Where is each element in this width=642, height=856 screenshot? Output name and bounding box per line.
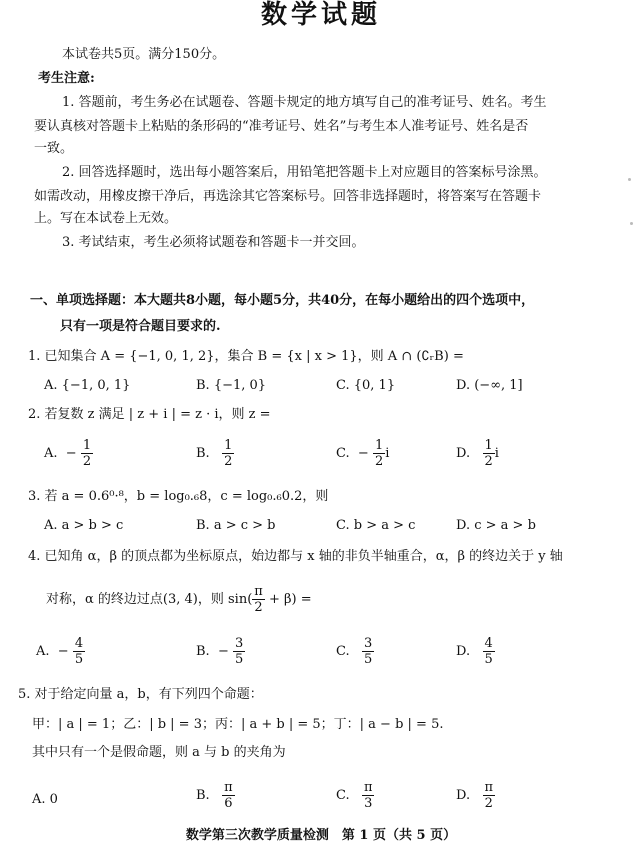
q2-stem: 2. 若复数 z 满足 | z + i | = z · i，则 z = (28, 407, 271, 422)
q4-option-b: B. − $\frac{3}{5}$ (196, 636, 244, 667)
note-3: 3. 考试结束，考生必须将试题卷和答题卡一并交回。 (62, 235, 365, 250)
q2-d-fraction: $\frac{1}{2}$ (484, 438, 493, 469)
q5-option-b: B. $\frac{\pi}{6}$ (196, 780, 233, 811)
q4-option-c: C. $\frac{3}{5}$ (336, 636, 373, 667)
q3-option-a: A. a > b > c (44, 518, 124, 533)
q2-b-fraction: $\frac{1}{2}$ (224, 438, 233, 469)
q4-stem-line-1: 4. 已知角 α，β 的顶点都为坐标原点，始边都与 x 轴的非负半轴重合，α，β 的终边关于 y 轴 (28, 549, 563, 564)
page-footer: 数学第三次教学质量检测 第 1 页（共 5 页） (185, 828, 457, 843)
intro-text: 本试卷共5页。满分150分。 (62, 47, 226, 62)
q4-b-fraction: $\frac{3}{5}$ (235, 636, 244, 667)
q2-c-fraction: $\frac{1}{2}$ (374, 438, 384, 469)
q4-d-fraction: $\frac{4}{5}$ (484, 636, 493, 667)
note-1-line-3: 一致。 (34, 141, 74, 156)
q4-a-fraction: $\frac{4}{5}$ (74, 636, 84, 667)
notes-heading: 考生注意: (38, 71, 95, 86)
q4-stem-fraction: $\frac{\pi}{2}$ (254, 584, 263, 615)
q5-d-fraction: $\frac{\pi}{2}$ (484, 780, 494, 811)
page-title: 数学试题 (260, 0, 381, 30)
q2-option-b: B. $\frac{1}{2}$ (196, 438, 233, 469)
scan-speck (630, 222, 633, 225)
note-1-line-1: 1. 答题前，考生务必在试题卷、答题卡规定的地方填写自己的准考证号、姓名。考生 (62, 95, 547, 110)
section-1-heading: 一、单项选择题：本大题共8小题，每小题5分，共40分，在每小题给出的四个选项中， (30, 293, 535, 308)
q5-question: 其中只有一个是假命题，则 a 与 b 的夹角为 (32, 745, 286, 760)
q4-option-a: A. − $\frac{4}{5}$ (36, 636, 84, 667)
note-2-line-2: 如需改动，用橡皮擦干净后，再选涂其它答案标号。回答非选择题时，将答案写在答题卡 (34, 189, 542, 204)
q3-option-c: C. b > a > c (336, 518, 416, 533)
scan-speck (628, 178, 631, 181)
q3-stem: 3. 若 a = 0.6⁰·⁸，b = log₀.₆8，c = log₀.₆0.2，则 (28, 489, 329, 504)
q1-option-a: A. {−1, 0, 1} (44, 378, 131, 393)
q5-option-c: C. $\frac{\pi}{3}$ (336, 780, 373, 811)
q2-option-c: C. − $\frac{1}{2}$ i (336, 438, 390, 469)
note-1-line-2: 要认真核对答题卡上粘贴的条形码的“准考证号、姓名”与考生本人准考证号、姓名是否 (34, 119, 529, 134)
q1-option-d: D. (−∞, 1] (456, 378, 523, 393)
q5-stem: 5. 对于给定向量 a，b，有下列四个命题： (18, 687, 263, 702)
q5-b-fraction: $\frac{\pi}{6}$ (224, 780, 233, 811)
q1-option-c: C. {0, 1} (336, 378, 396, 393)
q2-a-fraction: $\frac{1}{2}$ (82, 438, 92, 469)
q2-option-d: D. $\frac{1}{2}$ i (456, 438, 499, 469)
q5-option-d: D. $\frac{\pi}{2}$ (456, 780, 494, 811)
q3-option-d: D. c > a > b (456, 518, 536, 533)
q4-c-fraction: $\frac{3}{5}$ (364, 636, 373, 667)
q5-option-a: A. 0 (32, 792, 58, 807)
q5-propositions: 甲：| a | = 1；乙：| b | = 3；丙：| a + b | = 5；丁：| a − b | = 5. (32, 717, 444, 732)
q4-option-d: D. $\frac{4}{5}$ (456, 636, 493, 667)
q1-option-b: B. {−1, 0} (196, 378, 267, 393)
q2-option-a: A. − $\frac{1}{2}$ (44, 438, 92, 469)
note-2-line-3: 上。写在本试卷上无效。 (34, 211, 178, 226)
section-1-heading-cont: 只有一项是符合题目要求的. (60, 319, 221, 334)
note-2-line-1: 2. 回答选择题时，选出每小题答案后，用铅笔把答题卡上对应题目的答案标号涂黑。 (62, 165, 547, 180)
q4-stem-line-2: 对称，α 的终边过点(3, 4)，则 sin( $\frac{\pi}{2}$ + β) = (46, 584, 312, 615)
q5-c-fraction: $\frac{\pi}{3}$ (364, 780, 373, 811)
q1-stem: 1. 已知集合 A = {−1, 0, 1, 2}，集合 B = {x | x > 1}，则 A ∩ (∁ᵣB) = (28, 349, 464, 364)
q3-option-b: B. a > c > b (196, 518, 276, 533)
